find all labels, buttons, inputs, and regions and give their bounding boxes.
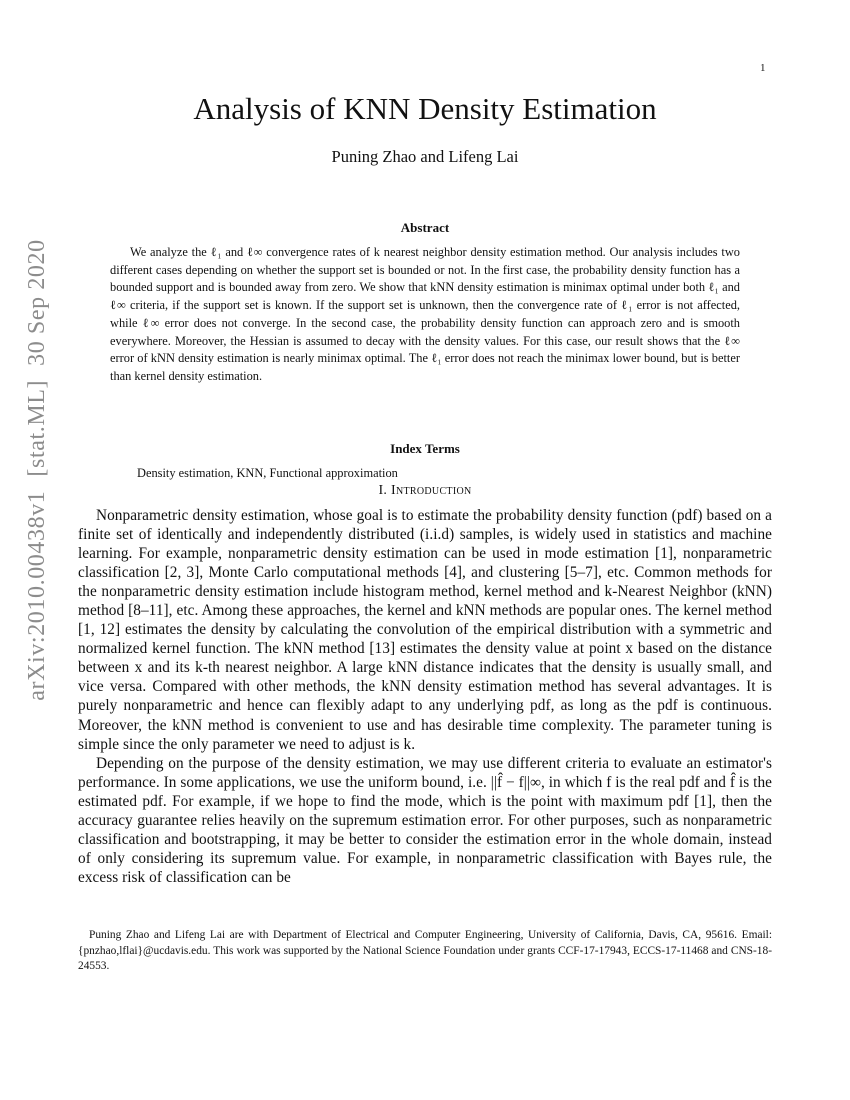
paper-title: Analysis of KNN Density Estimation (193, 91, 657, 126)
paper-authors: Puning Zhao and Lifeng Lai (331, 147, 519, 166)
arxiv-category: [stat.ML] (23, 379, 50, 477)
arxiv-id: arXiv:2010.00438v1 (23, 490, 50, 701)
abstract-heading: Abstract (400, 220, 450, 235)
footnote: Puning Zhao and Lifeng Lai are with Department of Electrical and Computer Engineering, University of California, Davis, CA, 95616. Email: {pnzhao,lflai}@ucdavis.edu. This work was supported by the National Science Foundation under grants CCF-17-17943, ECCS-17-11468 and CNS-18-24553. (78, 929, 772, 973)
index-terms-heading: Index Terms (390, 441, 460, 456)
index-terms-body: Density estimation, KNN, Functional approximation (137, 466, 398, 480)
paragraph: Depending on the purpose of the density estimation, we may use different criteria to evaluate an estimator's performance. In some applications, we use the uniform bound, i.e. ||f̂ − f||∞, in which f is the real pdf and f̂ is the estimated pdf. For example, if we hope to find the mode, which is the point with maximum pdf [1], then the accuracy guarantee relies heavily on the supremum estimation error. For other purposes, such as nonparametric classification and bootstrapping, it may be better to consider the estimation error in the whole domain, instead of only considering its supremum value. For example, in nonparametric classification with Bayes rule, the excess risk of classification can be (78, 754, 772, 886)
section-body (78, 506, 772, 887)
arxiv-date: 30 Sep 2020 (23, 239, 50, 366)
section-heading: I. Introduction (378, 483, 472, 498)
paragraph: Nonparametric density estimation, whose goal is to estimate the probability density function (pdf) based on a finite set of identically and independently distributed (i.i.d) samples, is widely used in statistics and machine learning. For example, nonparametric density estimation can be used in mode estimation [1], nonparametric classification [2, 3], Monte Carlo computational methods [4], and clustering [5–7], etc. Common methods for the nonparametric density estimation include histogram method, kernel method and k-Nearest Neighbor (kNN) method [8–11], etc. Among these approaches, the kernel and kNN methods are popular ones. The kernel method [1, 12] estimates the density by calculating the convolution of the empirical distribution with a symmetric and normalized kernel function. The kNN method [13] estimates the density value at point x based on the distance between x and its k-th nearest neighbor. A large kNN distance indicates that the density is usually small, and vice versa. Compared with other methods, the kNN density estimation method has several advantages. It is purely nonparametric and hence can flexibly adapt to any underlying pdf, as long as the pdf is continuous. Moreover, the kNN method is convenient to use and has desirable time complexity. The parameter tuning is simple since the only parameter we need to adjust is k. (78, 507, 772, 753)
page-number: 1 (760, 62, 766, 74)
abstract-body: We analyze the ℓ₁ and ℓ∞ convergence rates of k nearest neighbor density estimation method. Our analysis includes two different cases depending on whether the support set is bounded or not. In the first case, the probability density function has a bounded support and is bounded away from zero. We show that kNN density estimation is minimax optimal under both ℓ₁ and ℓ∞ criteria, if the support set is known. If the support set is unknown, then the convergence rate of ℓ₁ error is not affected, while ℓ∞ error does not converge. In the second case, the probability density function can approach zero and is smooth everywhere. Moreover, the Hessian is assumed to decay with the density values. For this case, our result shows that the ℓ∞ error of kNN density estimation is nearly minimax optimal. The ℓ₁ error does not reach the minimax lower bound, but is better than kernel density estimation. (110, 245, 740, 383)
arxiv-stamp (22, 239, 52, 701)
